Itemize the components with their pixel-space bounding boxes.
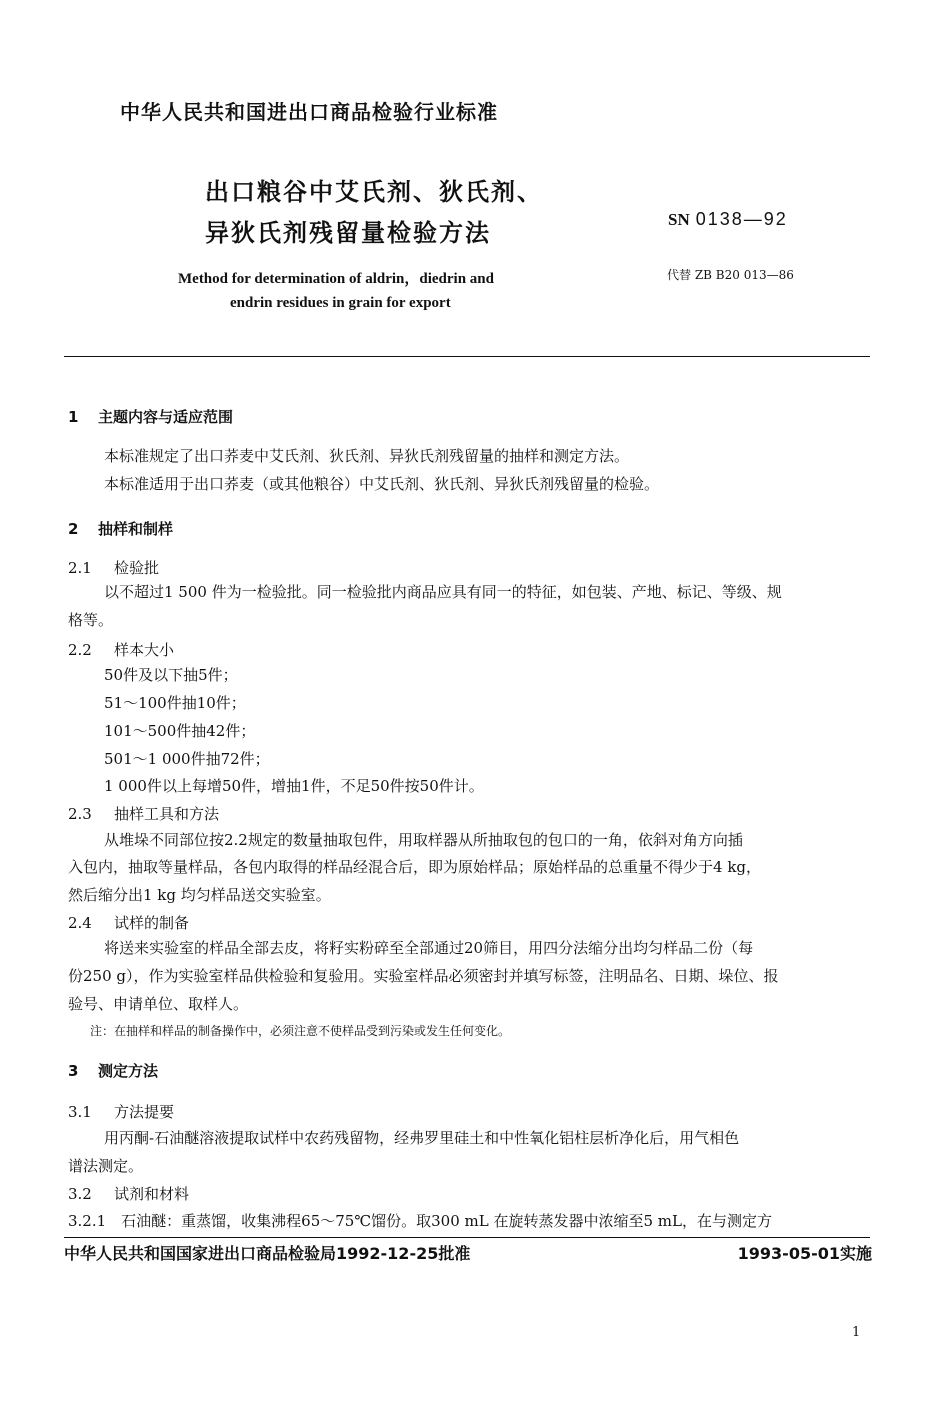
title-line-1: 出口粮谷中艾氏剂、狄氏剂、 [205, 178, 543, 206]
paragraph: 然后缩分出1 kg 均匀样品送交实验室。 [68, 886, 331, 904]
implementation-date: 1993-05-01实施 [737, 1244, 872, 1263]
paragraph: 本标准规定了出口荞麦中艾氏剂、狄氏剂、异狄氏剂残留量的抽样和测定方法。 [104, 447, 630, 465]
paragraph: 从堆垛不同部位按2.2规定的数量抽取包件，用取样器从所抽取包的包口的一角，依斜对角方向插 [104, 831, 743, 849]
standard-category: 中华人民共和国进出口商品检验行业标准 [120, 100, 498, 124]
replaces-standard: 代替 ZB B20 013—86 [667, 268, 794, 282]
subsection-2-3-heading [68, 803, 219, 824]
subsection-number: 2.4 [68, 914, 92, 932]
approval-line: 中华人民共和国国家进出口商品检验局1992-12-25批准 [64, 1244, 471, 1263]
list-item: 501～1 000件抽72件； [104, 750, 270, 768]
subsection-number: 2.3 [68, 805, 92, 823]
paragraph: 以不超过1 500 件为一检验批。同一检验批内商品应具有同一的特征，如包装、产地、标记、等级、规 [104, 583, 782, 601]
subsection-number: 3.1 [68, 1103, 92, 1121]
title-line-2: 异狄氏剂残留量检验方法 [205, 219, 491, 247]
standard-code [668, 209, 788, 230]
paragraph: 谱法测定。 [68, 1157, 144, 1175]
section-number: 2 [68, 520, 79, 538]
header-divider [64, 356, 870, 357]
list-item: 101～500件抽42件； [104, 722, 256, 740]
subsection-title: 试剂和材料 [114, 1185, 190, 1203]
page-number: 1 [852, 1325, 861, 1340]
code-prefix: SN [668, 210, 690, 229]
english-title-line-1: Method for determination of aldrin，diedrin and [178, 271, 494, 287]
subsection-number: 3.2 [68, 1185, 92, 1203]
list-item: 1 000件以上每增50件，增抽1件，不足50件按50件计。 [104, 777, 484, 795]
subsection-3-1-heading [68, 1101, 174, 1122]
list-item: 51～100件抽10件； [104, 694, 246, 712]
paragraph: 入包内，抽取等量样品，各包内取得的样品经混合后，即为原始样品；原始样品的总重量不得少于4 kg， [68, 858, 762, 876]
paragraph: 3.2.1 石油醚：重蒸馏，收集沸程65～75℃馏份。取300 mL 在旋转蒸发器中浓缩至5 mL，在与测定方 [68, 1212, 772, 1230]
subsection-title: 样本大小 [114, 641, 175, 659]
subsection-2-1-heading [68, 557, 159, 578]
subsection-3-2-heading [68, 1183, 189, 1204]
subsection-title: 方法提要 [114, 1103, 175, 1121]
paragraph: 用丙酮-石油醚溶液提取试样中农药残留物，经弗罗里硅土和中性氧化铝柱层析净化后，用气相色 [104, 1129, 740, 1147]
section-1-heading [68, 406, 233, 427]
subsection-2-2-heading [68, 639, 174, 660]
section-3-heading [68, 1060, 158, 1081]
subsection-2-4-heading [68, 912, 189, 933]
note: 注：在抽样和样品的制备操作中，必须注意不使样品受到污染或发生任何变化。 [90, 1024, 511, 1038]
subsection-number: 2.1 [68, 559, 92, 577]
section-title: 主题内容与适应范围 [98, 408, 234, 426]
paragraph: 本标准适用于出口荞麦（或其他粮谷）中艾氏剂、狄氏剂、异狄氏剂残留量的检验。 [104, 475, 660, 493]
subsection-title: 试样的制备 [114, 914, 190, 932]
section-number: 1 [68, 408, 79, 426]
paragraph: 验号、申请单位、取样人。 [68, 995, 249, 1013]
section-number: 3 [68, 1062, 79, 1080]
subsection-number: 2.2 [68, 641, 92, 659]
paragraph: 将送来实验室的样品全部去皮，将籽实粉碎至全部通过20筛目，用四分法缩分出均匀样品二份（每 [104, 939, 754, 957]
section-title: 抽样和制样 [98, 520, 174, 538]
subsection-title: 检验批 [114, 559, 160, 577]
section-title: 测定方法 [98, 1062, 159, 1080]
paragraph: 份250 g），作为实验室样品供检验和复验用。实验室样品必须密封并填写标签，注明品名、日期、垛位、报 [68, 967, 779, 985]
footer-divider [64, 1237, 870, 1238]
code-number: 0138—92 [695, 209, 788, 229]
list-item: 50件及以下抽5件； [104, 666, 238, 684]
subsection-title: 抽样工具和方法 [114, 805, 220, 823]
section-2-heading [68, 518, 173, 539]
paragraph: 格等。 [68, 611, 114, 629]
english-title-line-2: endrin residues in grain for export [230, 295, 451, 311]
